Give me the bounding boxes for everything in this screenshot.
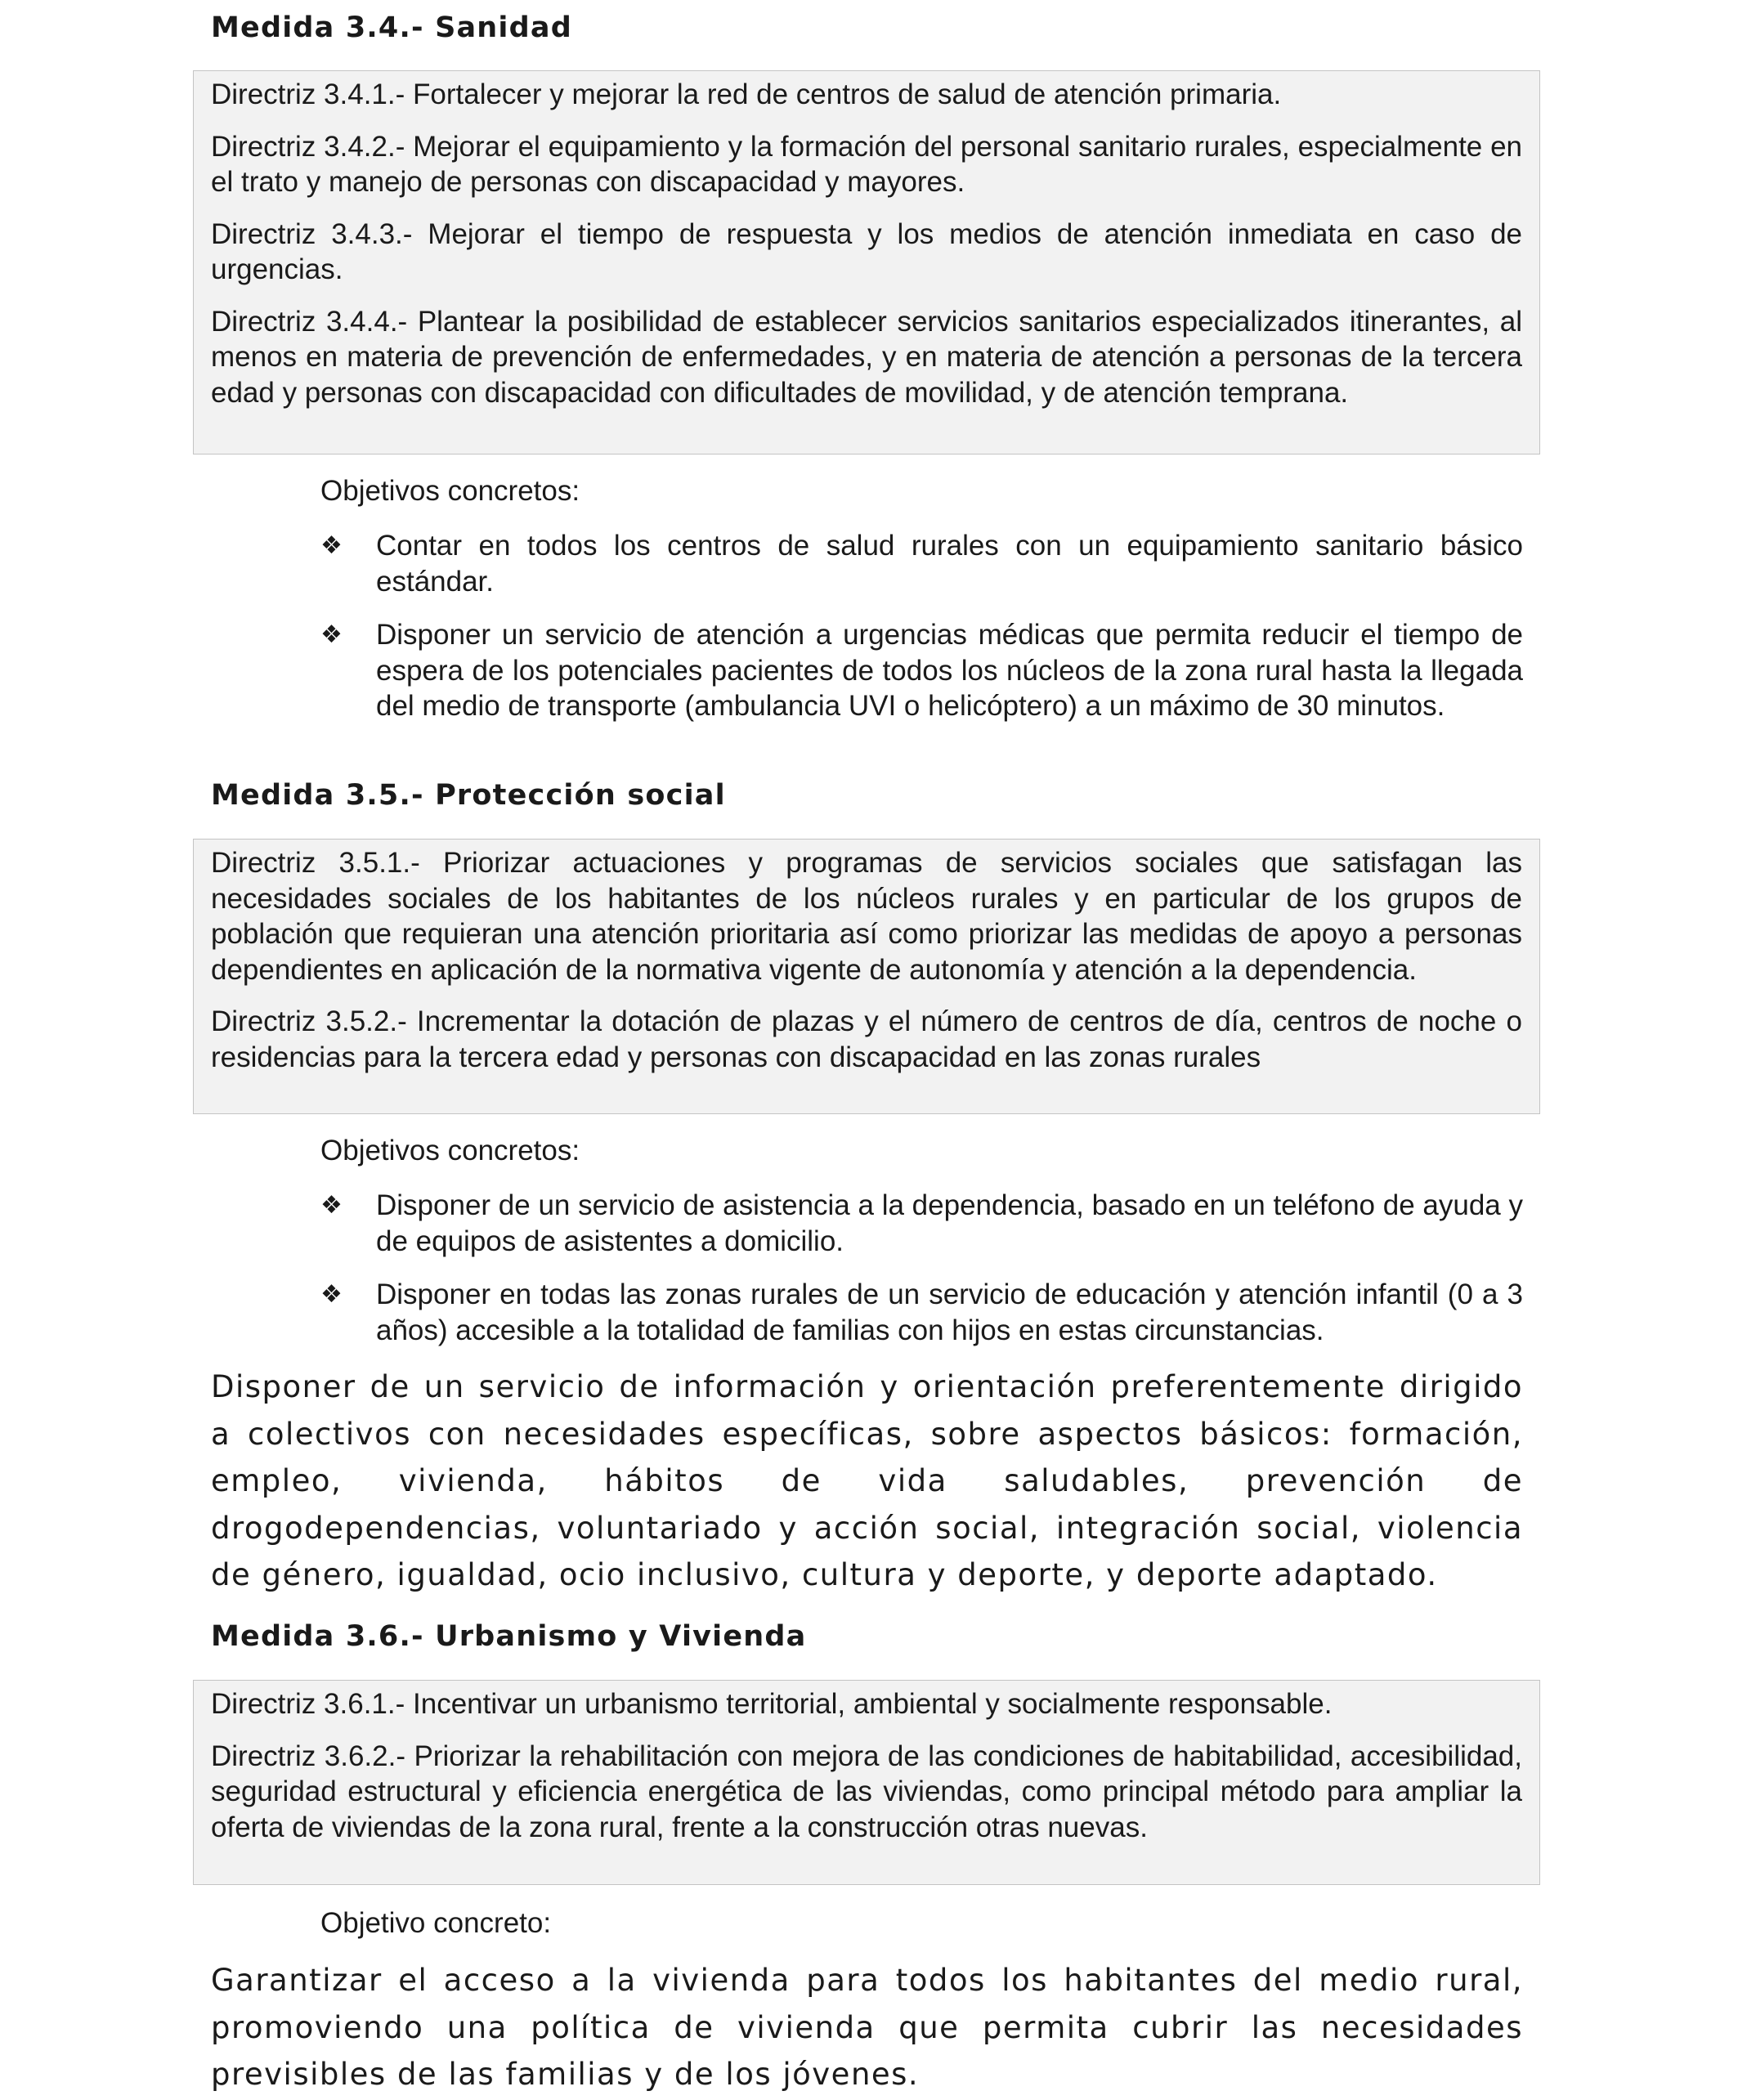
objetivos-label-3-4: Objetivos concretos: <box>320 475 580 507</box>
objetivos-label-3-5: Objetivos concretos: <box>320 1135 580 1166</box>
bullet-text: Disponer un servicio de atención a urgencias médicas que permita reducir el tiempo de espera de los potenciales pacientes de todos los núcleos de la zona rural hasta la llegada del medio de transporte (ambulancia UVI o helicóptero) a un máximo de 30 minutos. <box>376 619 1523 722</box>
objetivo-label-3-6: Objetivo concreto: <box>320 1907 552 1939</box>
objetivos-list-3-5 <box>320 1188 1523 1366</box>
objetivos-list-3-4 <box>320 528 1523 742</box>
section-heading-3-5: Medida 3.5.- Protección social <box>211 779 726 812</box>
four-diamond-bullet-icon: ❖ <box>320 1280 343 1309</box>
directrices-box-3-5 <box>193 839 1540 1114</box>
bullet-text: Disponer en todas las zonas rurales de un servicio de educación y atención infantil (0 a 3 años) accesible a la totalidad de familias con hijos en estas circunstancias. <box>376 1278 1523 1346</box>
four-diamond-bullet-icon: ❖ <box>320 620 343 649</box>
directriz-3-4-2: Directriz 3.4.2.- Mejorar el equipamiento y la formación del personal sanitario rurales, especialmente en el trato y manejo de personas con discapacidad y mayores. <box>211 130 1522 198</box>
four-diamond-bullet-icon: ❖ <box>320 531 343 560</box>
directriz-3-4-1: Directriz 3.4.1.- Fortalecer y mejorar la red de centros de salud de atención primaria. <box>211 78 1282 110</box>
directriz-3-4-4: Directriz 3.4.4.- Plantear la posibilidad de establecer servicios sanitarios especializados itinerantes, al menos en materia de prevención de enfermedades, y en materia de atención a personas de la tercera edad y personas con discapacidad con dificultades de movilidad, y de atención temprana. <box>211 305 1522 409</box>
directriz-3-6-1: Directriz 3.6.1.- Incentivar un urbanismo territorial, ambiental y socialmente responsable. <box>211 1688 1333 1720</box>
section-heading-3-4: Medida 3.4.- Sanidad <box>211 11 572 44</box>
directriz-3-5-1: Directriz 3.5.1.- Priorizar actuaciones y programas de servicios sociales que satisfagan las necesidades sociales de los habitantes de los núcleos rurales y en particular de los grupos de población que requieran una atención prioritaria así como priorizar las medidas de apoyo a personas dependientes en aplicación de la normativa vigente de autonomía y atención a la dependencia. <box>211 847 1522 986</box>
four-diamond-bullet-icon: ❖ <box>320 1191 343 1220</box>
directriz-3-5-2: Directriz 3.5.2.- Incrementar la dotación de plazas y el número de centros de día, centros de noche o residencias para la tercera edad y personas con discapacidad en las zonas rurales <box>211 1005 1522 1073</box>
directriz-3-4-3: Directriz 3.4.3.- Mejorar el tiempo de respuesta y los medios de atención inmediata en caso de urgencias. <box>211 217 1522 285</box>
list-item <box>320 528 1523 599</box>
bullet-text: Disponer de un servicio de asistencia a la dependencia, basado en un teléfono de ayuda y de equipos de asistentes a domicilio. <box>376 1189 1523 1257</box>
directriz-3-6-2: Directriz 3.6.2.- Priorizar la rehabilitación con mejora de las condiciones de habitabilidad, accesibilidad, seguridad estructural y eficiencia energética de las viviendas, como principal método para ampliar la oferta de viviendas de la zona rural, frente a la construcción otras nuevas. <box>211 1740 1522 1843</box>
section-heading-3-6: Medida 3.6.- Urbanismo y Vivienda <box>211 1620 807 1653</box>
list-item <box>320 617 1523 724</box>
paragraph-3-6: Garantizar el acceso a la vivienda para todos los habitantes del medio rural, promoviendo una política de vivienda que permita cubrir las necesidades previsibles de las familias y de los jóvenes. <box>211 1963 1523 2092</box>
directrices-box-3-6 <box>193 1680 1540 1885</box>
list-item <box>320 1277 1523 1348</box>
bullet-text: Contar en todos los centros de salud rurales con un equipamiento sanitario básico estándar. <box>376 530 1523 598</box>
paragraph-3-5: Disponer de un servicio de información y orientación preferentemente dirigido a colectivos con necesidades específicas, sobre aspectos básicos: formación, empleo, vivienda, hábitos de vida saludables, prevención de drogodependencias, voluntariado y acción social, integración social, violencia de género, igualdad, ocio inclusivo, cultura y deporte, y deporte adaptado. <box>211 1369 1523 1592</box>
list-item <box>320 1188 1523 1259</box>
directrices-box-3-4 <box>193 70 1540 454</box>
